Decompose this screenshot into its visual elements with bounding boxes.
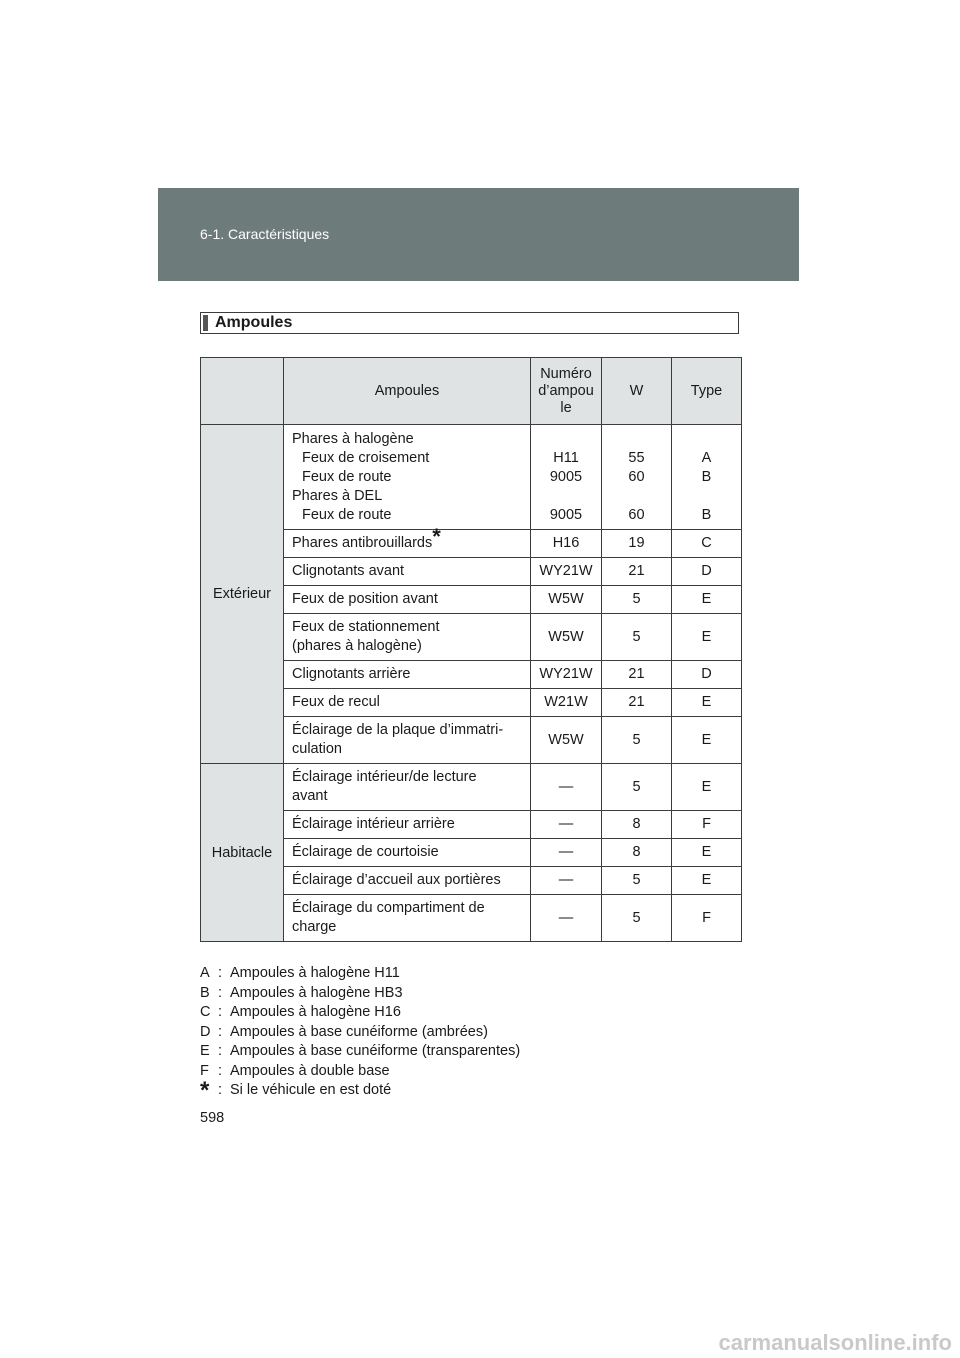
bulb-watts: 5	[602, 614, 672, 661]
bulb-name: Feux de recul	[284, 689, 531, 717]
watermark-text: carmanualsonline.info	[718, 1330, 952, 1355]
bulb-name: Éclairage intérieur/de lecture avant	[284, 764, 531, 811]
table-header-row	[201, 358, 742, 425]
legend-item: B : Ampoules à halogène HB3	[200, 984, 403, 1001]
group-cabin: Habitacle	[201, 764, 284, 942]
bulb-name: Feux de stationnement (phares à halogène)	[284, 614, 531, 661]
legend	[200, 964, 520, 1105]
bulb-watts: 8	[602, 839, 672, 867]
bulb-watts: 55 60 60	[602, 425, 672, 530]
bulb-number: W21W	[531, 689, 602, 717]
bulb-type: E	[672, 867, 742, 895]
bulb-name: Phares antibrouillards*	[284, 530, 531, 558]
chapter-header	[158, 188, 799, 281]
bulb-type: A B B	[672, 425, 742, 530]
bulb-type: D	[672, 558, 742, 586]
legend-item: F : Ampoules à double base	[200, 1062, 390, 1079]
legend-item: * : Si le véhicule en est doté	[200, 1077, 392, 1104]
bulb-watts: 5	[602, 764, 672, 811]
group-exterior: Extérieur	[201, 425, 284, 764]
footnote-star-icon: *	[200, 1077, 210, 1104]
bulb-type: D	[672, 661, 742, 689]
bulb-watts: 21	[602, 558, 672, 586]
section-marker	[203, 315, 208, 331]
bulb-number: WY21W	[531, 661, 602, 689]
bulb-type: E	[672, 689, 742, 717]
bulb-type: F	[672, 895, 742, 942]
bulb-name: Éclairage du compartiment de charge	[284, 895, 531, 942]
bulb-type: C	[672, 530, 742, 558]
bulb-number: —	[531, 867, 602, 895]
bulb-type: F	[672, 811, 742, 839]
footnote-star-mark: *	[432, 524, 441, 549]
bulb-watts: 21	[602, 661, 672, 689]
header-group	[201, 358, 284, 425]
bulb-watts: 19	[602, 530, 672, 558]
watermark	[0, 1328, 960, 1358]
legend-item: C : Ampoules à halogène H16	[200, 1004, 401, 1020]
bulb-type: E	[672, 839, 742, 867]
bulb-number: —	[531, 764, 602, 811]
bulb-name: Éclairage d’accueil aux portières	[284, 867, 531, 895]
bulb-watts: 5	[602, 867, 672, 895]
table-row	[201, 764, 742, 811]
bulb-watts: 5	[602, 717, 672, 764]
bulb-name: Phares à halogène Feux de croisement Feux de route Phares à DEL Feux de route	[284, 425, 531, 530]
bulb-name: Clignotants avant	[284, 558, 531, 586]
legend-item: D : Ampoules à base cunéiforme (ambrées)	[200, 1023, 488, 1040]
bulb-watts: 8	[602, 811, 672, 839]
header-type: Type	[672, 358, 742, 425]
bulb-name: Éclairage intérieur arrière	[284, 811, 531, 839]
bulb-number: —	[531, 839, 602, 867]
bulb-type: E	[672, 614, 742, 661]
bulb-name: Feux de position avant	[284, 586, 531, 614]
bulb-number: W5W	[531, 717, 602, 764]
bulb-number: W5W	[531, 614, 602, 661]
header-watts: W	[602, 358, 672, 425]
bulb-number: H16	[531, 530, 602, 558]
bulb-watts: 5	[602, 586, 672, 614]
bulb-name: Clignotants arrière	[284, 661, 531, 689]
bulb-type: E	[672, 717, 742, 764]
breadcrumb: 6-1. Caractéristiques	[200, 226, 330, 242]
header-bulb-number: Numéro d’ampou le	[531, 358, 602, 425]
bulb-number: W5W	[531, 586, 602, 614]
bulb-type: E	[672, 764, 742, 811]
bulb-number: H11 9005 9005	[531, 425, 602, 530]
header-bulbs: Ampoules	[284, 358, 531, 425]
bulb-number: WY21W	[531, 558, 602, 586]
legend-item: A : Ampoules à halogène H11	[200, 965, 400, 981]
bulb-number: —	[531, 811, 602, 839]
table-row	[201, 425, 742, 530]
legend-item: E : Ampoules à base cunéiforme (transparentes)	[200, 1043, 521, 1059]
bulb-name: Éclairage de courtoisie	[284, 839, 531, 867]
bulb-watts: 21	[602, 689, 672, 717]
section-title: Ampoules	[215, 314, 293, 331]
bulb-watts: 5	[602, 895, 672, 942]
page-number: 598	[200, 1110, 225, 1126]
bulb-number: —	[531, 895, 602, 942]
bulb-type: E	[672, 586, 742, 614]
bulb-name: Éclairage de la plaque d’immatri- culation	[284, 717, 531, 764]
bulbs-table	[200, 357, 742, 942]
section-title-box	[200, 312, 739, 334]
